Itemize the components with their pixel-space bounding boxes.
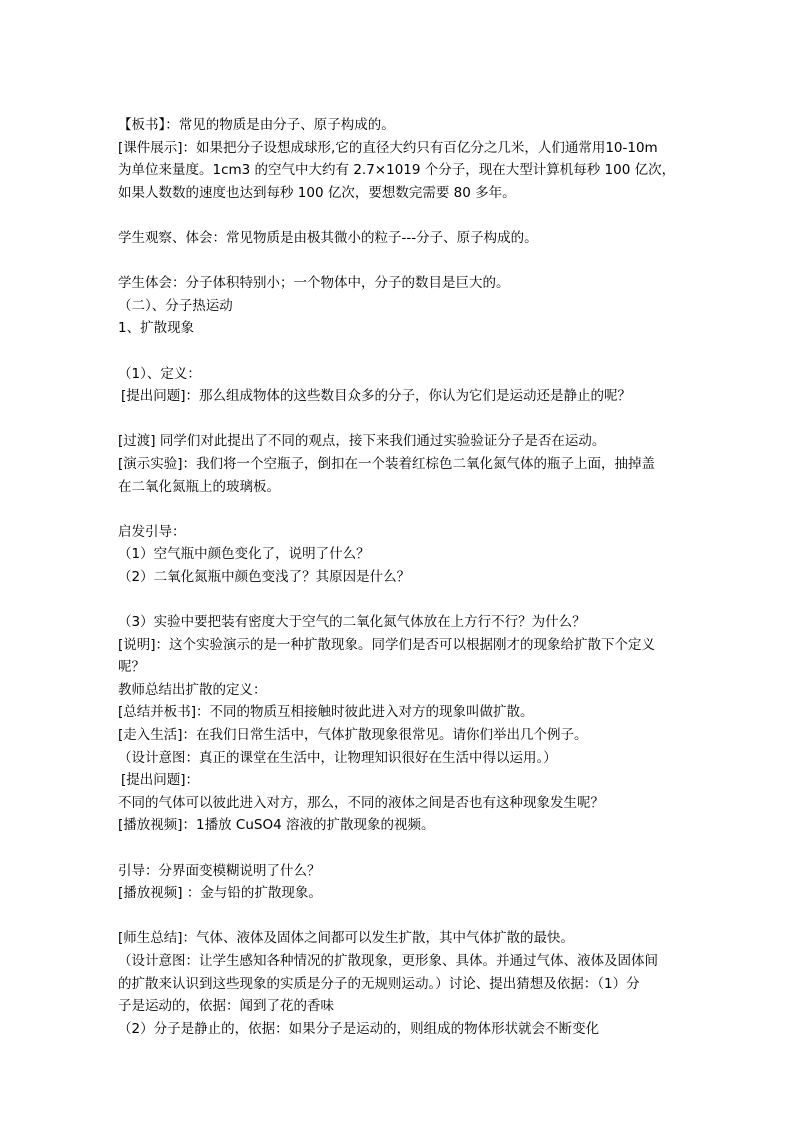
- text-line: [走入生活]：在我们日常生活中，气体扩散现象很常见。请你们举出几个例子。: [118, 727, 588, 744]
- text-line: 学生观察、体会：常见物质是由极其微小的粒子---分子、原子构成的。: [118, 229, 538, 246]
- text-line: （1）空气瓶中颜色变化了，说明了什么？: [118, 546, 370, 563]
- text-line: [提出问题]：那么组成物体的这些数目众多的分子，你认为它们是运动还是静止的呢？: [121, 388, 632, 405]
- text-line: [过渡] 同学们对此提出了不同的观点，接下来我们通过实验验证分子是否在运动。: [118, 433, 606, 450]
- text-line: （2）分子是静止的，依据：如果分子是运动的，则组成的物体形状就会不断变化: [118, 1020, 600, 1037]
- text-line: 呢？: [118, 659, 145, 676]
- text-line: 引导：分界面变模糊说明了什么？: [118, 862, 321, 879]
- blank-line: [118, 905, 678, 928]
- text-line: [播放视频]：1播放 CuSO4 溶液的扩散现象的视频。: [118, 817, 435, 834]
- blank-line: [118, 204, 678, 227]
- text-line: [演示实验]：我们将一个空瓶子，倒扣在一个装着红棕色二氧化氮气体的瓶子上面，抽掉盖: [118, 455, 656, 472]
- text-line: [说明]：这个实验演示的是一种扩散现象。同学们是否可以根据刚才的现象给扩散下个定义: [118, 636, 656, 653]
- text-line: 教师总结出扩散的定义：: [118, 681, 267, 698]
- text-line: 在二氧化氮瓶上的玻璃板。: [118, 478, 280, 495]
- blank-line: [118, 498, 678, 521]
- text-line: 为单位来量度。1cm3 的空气中大约有 2.7×1019 个分子，现在大型计算机每秒 100 亿次，: [118, 162, 676, 179]
- text-line: [师生总结]：气体、液体及固体之间都可以发生扩散，其中气体扩散的最快。: [118, 930, 575, 947]
- subsection-heading: 1、扩散现象: [118, 320, 195, 337]
- text-line: 子是运动的，依据：闻到了花的香味: [118, 998, 334, 1015]
- blank-line: [118, 408, 678, 431]
- blank-line: [118, 837, 678, 860]
- text-line: 如果人数数的速度也达到每秒 100 亿次，要想数完需要 80 多年。: [118, 184, 516, 201]
- text-line: （1）、定义：: [118, 365, 201, 382]
- text-line: （2）二氧化氮瓶中颜色变浅了？其原因是什么？: [118, 568, 411, 585]
- text-line: （设计意图：真正的课堂在生活中，让物理知识很好在生活中得以运用。）: [118, 749, 557, 766]
- text-line: 【板书】：常见的物质是由分子、原子构成的。: [118, 117, 395, 133]
- text-line: 不同的气体可以彼此进入对方，那么，不同的液体之间是否也有这种现象发生呢？: [118, 794, 604, 811]
- section-heading: （二）、分子热运动: [118, 297, 233, 314]
- blank-line: [118, 588, 678, 611]
- text-line: [播放视频] ：金与铅的扩散现象。: [118, 885, 322, 902]
- text-line: （设计意图：让学生感知各种情况的扩散现象，更形象、具体。并通过气体、液体及固体间: [118, 952, 658, 969]
- text-line: （3）实验中要把装有密度大于空气的二氧化氮气体放在上方行不行？为什么？: [118, 614, 586, 631]
- text-line: [总结并板书]：不同的物质互相接触时彼此进入对方的现象叫做扩散。: [118, 704, 534, 721]
- document-page: [118, 114, 678, 1040]
- text-line: 启发引导：: [118, 523, 186, 540]
- text-line: [提出问题]：: [121, 772, 200, 789]
- text-line: [课件展示]：如果把分子设想成球形,它的直径大约只有百亿分之几米，人们通常用10-10m: [118, 139, 658, 156]
- text-line: 的扩散来认识到这些现象的实质是分子的无规则运动。）讨论、提出猜想及依据：（1）分: [118, 975, 640, 992]
- blank-line: [118, 250, 678, 273]
- blank-line: [118, 340, 678, 363]
- text-line: 学生体会：分子体积特别小；一个物体中，分子的数目是巨大的。: [118, 275, 510, 292]
